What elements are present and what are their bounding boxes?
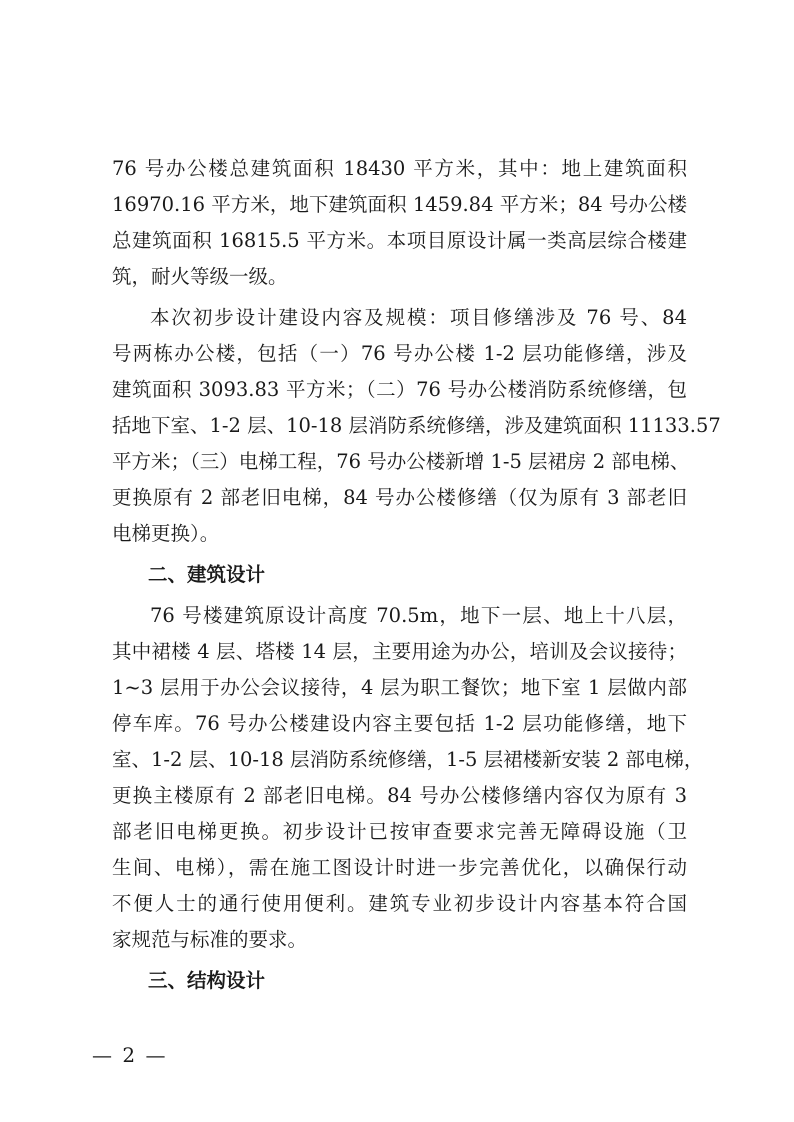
text-line: 括地下室、1-2 层、10-18 层消防系统修缮，涉及建筑面积 11133.57: [112, 414, 721, 437]
text-line: 总建筑面积 16815.5 平方米。本项目原设计属一类高层综合楼建: [112, 229, 687, 252]
section-heading-structure: 三、结构设计: [148, 969, 266, 992]
text-line: 生间、电梯），需在施工图设计时进一步完善优化，以确保行动: [112, 856, 687, 879]
text-line: 平方米；（三）电梯工程，76 号办公楼新增 1-5 层裙房 2 部电梯、: [112, 450, 690, 473]
text-line: 电梯更换）。: [112, 522, 220, 545]
text-line: 停车库。76 号办公楼建设内容主要包括 1-2 层功能修缮，地下: [112, 712, 687, 735]
paragraph-scope: [112, 300, 721, 552]
text-line: 家规范与标准的要求。: [112, 928, 308, 951]
text-line: 其中裙楼 4 层、塔楼 14 层，主要用途为办公，培训及会议接待；: [112, 640, 687, 663]
text-line: 更换主楼原有 2 部老旧电梯。84 号办公楼修缮内容仅为原有 3: [112, 784, 687, 807]
text-line: 不便人士的通行使用便利。建筑专业初步设计内容基本符合国: [112, 892, 687, 915]
text-line: 部老旧电梯更换。初步设计已按审查要求完善无障碍设施（卫: [112, 820, 687, 843]
text-line: 号两栋办公楼，包括（一）76 号办公楼 1-2 层功能修缮，涉及: [112, 342, 687, 365]
text-line: 室、1-2 层、10-18 层消防系统修缮，1-5 层裙楼新安装 2 部电梯，: [112, 748, 704, 771]
page-number: — 2 —: [92, 1043, 168, 1067]
text-line: 16970.16 平方米，地下建筑面积 1459.84 平方米；84 号办公楼: [112, 193, 687, 216]
text-line: 本次初步设计建设内容及规模：项目修缮涉及 76 号、84: [150, 306, 687, 329]
text-line: 更换原有 2 部老旧电梯，84 号办公楼修缮（仅为原有 3 部老旧: [112, 486, 687, 509]
text-line: 76 号办公楼总建筑面积 18430 平方米，其中：地上建筑面积: [112, 157, 687, 180]
paragraph-floor-area: [112, 151, 687, 295]
section-heading-architecture: 二、建筑设计: [148, 563, 266, 586]
document-body: [112, 151, 721, 999]
text-line: 建筑面积 3093.83 平方米；（二）76 号办公楼消防系统修缮，包: [112, 378, 687, 401]
text-line: 筑，耐火等级一级。: [112, 265, 288, 288]
text-line: 76 号楼建筑原设计高度 70.5m，地下一层、地上十八层，: [150, 604, 687, 627]
paragraph-architecture: [112, 598, 704, 958]
text-line: 1~3 层用于办公会议接待，4 层为职工餐饮；地下室 1 层做内部: [112, 676, 687, 699]
